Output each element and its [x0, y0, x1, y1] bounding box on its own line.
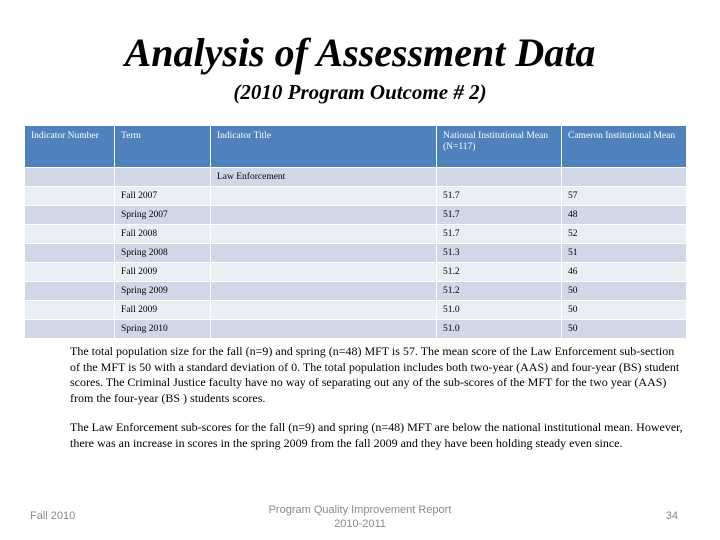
- table-row: [25, 263, 687, 282]
- cell-term: Spring 2009: [115, 282, 211, 301]
- cell-indicator-title: [211, 282, 437, 301]
- footer-report-line2: 2010-2011: [334, 518, 386, 530]
- cell-indicator-title: [211, 320, 437, 339]
- footer-report-title: [210, 503, 510, 531]
- cell-national-mean: 51.2: [437, 282, 562, 301]
- cell-cameron-mean: 52: [562, 225, 687, 244]
- cell-cameron-mean: 48: [562, 206, 687, 225]
- cell-indicator-number: [25, 301, 115, 320]
- cell-national-mean: [437, 168, 562, 187]
- table-row: [25, 225, 687, 244]
- header-national-mean: National Institutional Mean (N=117): [437, 126, 562, 168]
- cell-term: Fall 2007: [115, 187, 211, 206]
- table-row: [25, 206, 687, 225]
- cell-cameron-mean: [562, 168, 687, 187]
- header-term: Term: [115, 126, 211, 168]
- cell-national-mean: 51.0: [437, 301, 562, 320]
- cell-indicator-title: Law Enforcement: [211, 168, 437, 187]
- cell-cameron-mean: 57: [562, 187, 687, 206]
- table-header-row: [25, 126, 687, 168]
- cell-national-mean: 51.2: [437, 263, 562, 282]
- cell-indicator-title: [211, 187, 437, 206]
- slide-subtitle: (2010 Program Outcome # 2): [233, 80, 487, 104]
- cell-cameron-mean: 50: [562, 282, 687, 301]
- table-row: [25, 282, 687, 301]
- header-cameron-mean: Cameron Institutional Mean: [562, 126, 687, 168]
- cell-cameron-mean: 50: [562, 320, 687, 339]
- cell-national-mean: 51.7: [437, 225, 562, 244]
- cell-indicator-number: [25, 187, 115, 206]
- cell-national-mean: 51.7: [437, 187, 562, 206]
- cell-indicator-title: [211, 301, 437, 320]
- population-paragraph: The total population size for the fall (n=9) and spring (n=48) MFT is 57. The mean score of the Law Enforcement sub-section of the MFT is 50 with a standard deviation of 0. The total population includes both two-year (AAS) and four-year (BS) student scores. The Criminal Justice faculty have no way of separating out any of the sub-scores of the MFT for the two year (AAS) from the four-year (BS ) students scores.: [70, 344, 680, 405]
- cell-indicator-number: [25, 225, 115, 244]
- cell-indicator-title: [211, 244, 437, 263]
- cell-cameron-mean: 51: [562, 244, 687, 263]
- cell-indicator-number: [25, 244, 115, 263]
- table-row: [25, 244, 687, 263]
- cell-national-mean: 51.0: [437, 320, 562, 339]
- cell-indicator-number: [25, 168, 115, 187]
- footer-report-line1: Program Quality Improvement Report: [268, 504, 452, 516]
- cell-term: Fall 2009: [115, 263, 211, 282]
- cell-term: [115, 168, 211, 187]
- findings-paragraph: The Law Enforcement sub-scores for the fall (n=9) and spring (n=48) MFT are below the national institutional mean. However, there was an increase in scores in the spring 2009 from the fall 2009 and they have been holding steady even since.: [70, 420, 683, 450]
- slide-title: Analysis of Assessment Data: [124, 30, 596, 75]
- cell-term: Spring 2008: [115, 244, 211, 263]
- cell-indicator-number: [25, 320, 115, 339]
- cell-cameron-mean: 50: [562, 301, 687, 320]
- cell-indicator-title: [211, 206, 437, 225]
- cell-national-mean: 51.7: [437, 206, 562, 225]
- cell-cameron-mean: 46: [562, 263, 687, 282]
- table-row: [25, 301, 687, 320]
- cell-term: Fall 2009: [115, 301, 211, 320]
- page-number: 34: [665, 510, 678, 522]
- header-indicator-number: Indicator Number: [25, 126, 115, 168]
- cell-indicator-title: [211, 225, 437, 244]
- footer-date: Fall 2010: [30, 510, 76, 522]
- cell-term: Spring 2010: [115, 320, 211, 339]
- cell-national-mean: 51.3: [437, 244, 562, 263]
- header-indicator-title: Indicator Title: [211, 126, 437, 168]
- cell-indicator-number: [25, 282, 115, 301]
- cell-indicator-number: [25, 263, 115, 282]
- table-row: [25, 168, 687, 187]
- cell-indicator-title: [211, 263, 437, 282]
- table-row: [25, 320, 687, 339]
- cell-term: Spring 2007: [115, 206, 211, 225]
- table-row: [25, 187, 687, 206]
- cell-indicator-number: [25, 206, 115, 225]
- assessment-table: [24, 125, 687, 339]
- cell-term: Fall 2008: [115, 225, 211, 244]
